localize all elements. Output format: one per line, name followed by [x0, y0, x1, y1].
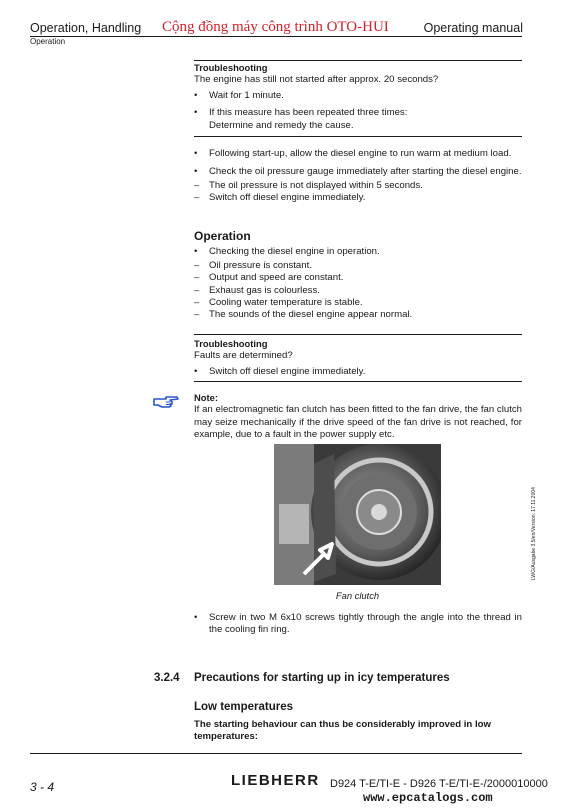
list-item: – Oil pressure is constant.	[194, 259, 312, 271]
list-item: • Screw in two M 6x10 screws tightly through the angle into the thread in the cooling fin ring.	[194, 612, 522, 636]
note-block	[194, 392, 522, 442]
screw-block	[194, 612, 522, 637]
bullet-icon: •	[194, 148, 198, 159]
list-item: – Output and speed are constant.	[194, 272, 344, 284]
list-item: • Checking the diesel engine in operation.	[194, 246, 380, 258]
bullet-icon: •	[194, 365, 198, 377]
dash-marker: –	[194, 179, 200, 191]
section-bold-text: The starting behaviour can thus be considerably improved in low temperatures:	[194, 719, 491, 743]
trouble2-intro: Faults are determined?	[194, 350, 293, 362]
note-heading: Note:	[194, 392, 218, 403]
list-item: • Check the oil pressure gauge immediately after starting the diesel engine.	[194, 166, 522, 178]
trouble1-top-rule	[194, 60, 522, 61]
list-item: – Exhaust gas is colourless.	[194, 284, 320, 296]
list-item: – The sounds of the diesel engine appear normal.	[194, 309, 413, 321]
section-title: Precautions for starting up in icy temperatures	[194, 672, 450, 684]
section-number: 3.2.4	[154, 672, 180, 684]
list-item: – The oil pressure is not displayed within 5 seconds.	[194, 179, 423, 191]
list-item: • Following start-up, allow the diesel engine to run warm at medium load.	[194, 148, 512, 159]
bullet-icon: •	[194, 89, 198, 101]
dash-marker: –	[194, 309, 200, 321]
section-sub-heading: Low temperatures	[194, 701, 294, 713]
trouble1-box	[194, 62, 522, 132]
dash-marker: –	[194, 192, 200, 204]
footer-url: www.epcatalogs.com	[363, 791, 493, 805]
operation-heading: Operation	[194, 229, 251, 243]
trouble2-bottom-rule	[194, 381, 522, 382]
pointing-hand-icon	[152, 393, 180, 411]
note-text: If an electromagnetic fan clutch has been fitted to the fan drive, the fan clutch may seize mechanically if the drive speed of the fan drive is not reached, for example, due to a fault in the power supply etc.	[194, 404, 522, 441]
trouble1-intro: The engine has still not started after approx. 20 seconds?	[194, 74, 439, 86]
dash-marker: –	[194, 284, 200, 296]
trouble1-bottom-rule	[194, 136, 522, 137]
dash-marker: –	[194, 297, 200, 309]
header-rule	[30, 36, 522, 37]
figure-caption: Fan clutch	[335, 590, 380, 601]
trouble1-heading: Troubleshooting	[194, 62, 268, 73]
bullet-icon: •	[194, 246, 198, 258]
side-version-text: LWG/Ausgabe 3.5/en/Version: 17.11.2004	[531, 487, 537, 580]
trouble2-top-rule	[194, 334, 522, 335]
header-sub-title: Operation	[30, 37, 66, 46]
trouble2-heading: Troubleshooting	[194, 338, 268, 349]
footer-page-number: 3 - 4	[30, 780, 55, 794]
list-item: • Switch off diesel engine immediately.	[194, 365, 366, 377]
brand-logo: LIEBHERR	[231, 772, 320, 789]
fan-clutch-photo	[274, 444, 441, 585]
bullet-icon: •	[194, 166, 198, 178]
operation-block	[194, 230, 522, 322]
header-section-title: Operation, Handling	[30, 21, 142, 35]
dash-marker: –	[194, 272, 200, 284]
bullet-icon: •	[194, 107, 198, 119]
list-item: – Cooling water temperature is stable.	[194, 297, 363, 309]
footer-rule	[30, 753, 522, 754]
list-item: • If this measure has been repeated three times: Determine and remedy the cause.	[194, 107, 408, 131]
list-item: • Wait for 1 minute.	[194, 89, 284, 101]
startup-list	[194, 148, 522, 205]
list-item: – Switch off diesel engine immediately.	[194, 192, 366, 204]
header-watermark-title: Cộng đồng máy công trình OTO-HUI	[162, 19, 389, 35]
footer-model: D924 T-E/TI-E - D926 T-E/TI-E-/2000010000	[330, 778, 548, 790]
dash-marker: –	[194, 259, 200, 271]
trouble2-box	[194, 338, 522, 378]
header-doc-type: Operating manual	[423, 21, 523, 35]
bullet-icon: •	[194, 612, 198, 623]
